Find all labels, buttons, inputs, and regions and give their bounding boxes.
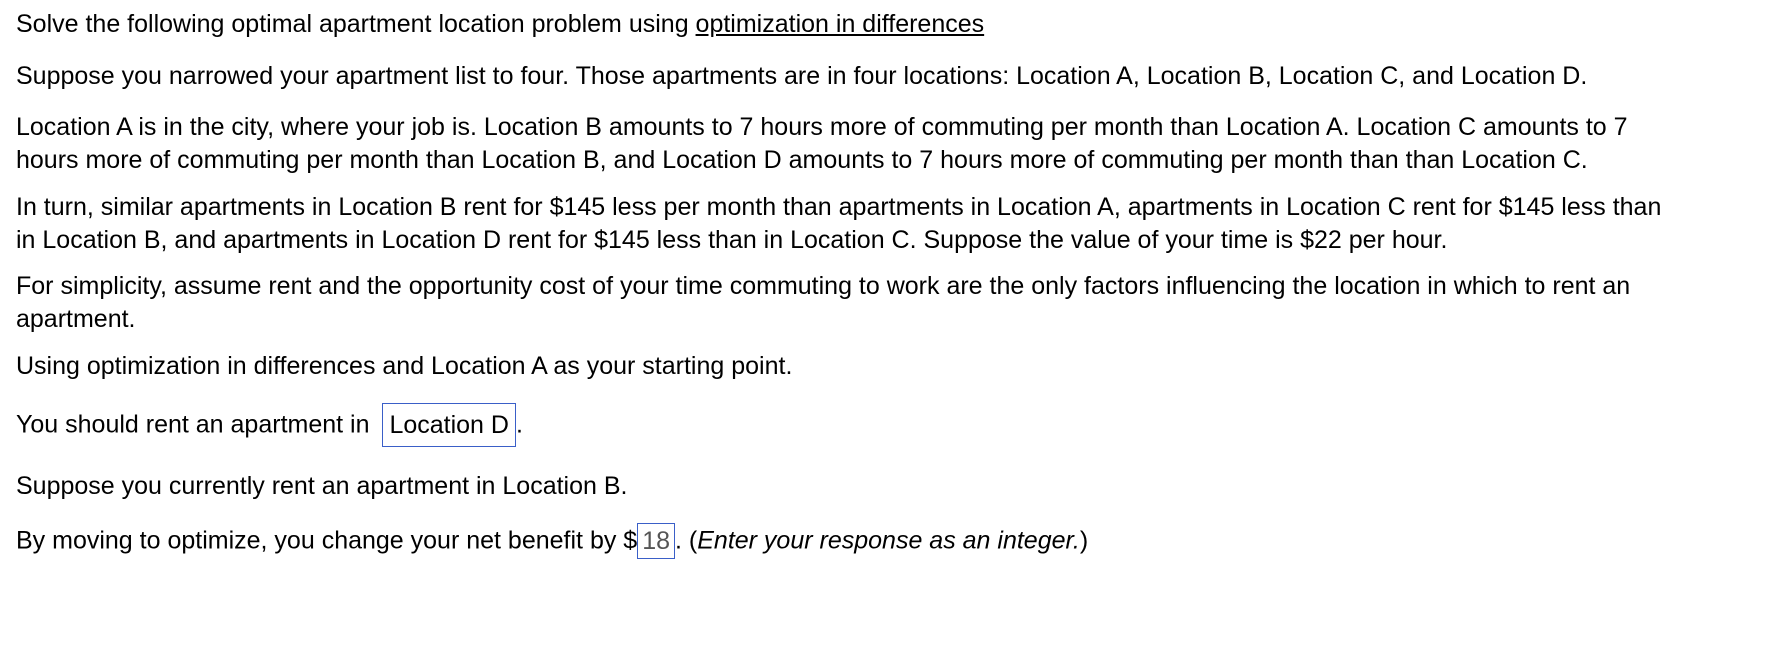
question-net-benefit-suffix-close: ) — [1079, 526, 1089, 555]
intro-text — [16, 8, 1756, 41]
question-location-suffix: . — [515, 410, 523, 439]
optimization-in-differences-link[interactable]: optimization in differences — [695, 10, 985, 38]
paragraph-commuting-line-2: hours more of commuting per month than Location B, and Location D amounts to 7 hours more of commuting per month than than Location C. — [16, 146, 1588, 174]
question-net-benefit-prefix: By moving to optimize, you change your net benefit by $ — [16, 526, 638, 555]
net-benefit-answer-field[interactable]: 18 — [637, 523, 675, 559]
paragraph-rent — [16, 191, 1756, 257]
paragraph-commuting — [16, 111, 1756, 177]
paragraph-current-location: Suppose you currently rent an apartment in Location B. — [16, 472, 628, 500]
question-location-prefix: You should rent an apartment in — [16, 410, 377, 439]
location-answer-field[interactable]: Location D — [382, 403, 516, 447]
integer-instruction: Enter your response as an integer. — [697, 526, 1080, 555]
intro-prefix: Solve the following optimal apartment location problem using — [16, 10, 696, 38]
question-net-benefit — [16, 523, 1756, 559]
paragraph-starting-point: Using optimization in differences and Location A as your starting point. — [16, 352, 793, 380]
paragraph-assumption — [16, 270, 1756, 336]
paragraph-commuting-line-1: Location A is in the city, where your job is. Location B amounts to 7 hours more of commuting per month than Location A. Location C amounts to 7 — [16, 113, 1628, 141]
paragraph-apartment-list: Suppose you narrowed your apartment list to four. Those apartments are in four locations: Location A, Location B, Location C, and Location D. — [16, 62, 1588, 90]
paragraph-rent-line-1: In turn, similar apartments in Location B rent for $145 less per month than apartments in Location A, apartments in Location C rent for $145 less than — [16, 193, 1662, 221]
question-location — [16, 403, 1756, 447]
question-net-benefit-suffix-open: . ( — [675, 526, 698, 555]
paragraph-assumption-line-1: For simplicity, assume rent and the opportunity cost of your time commuting to work are the only factors influencing the location in which to rent an — [16, 272, 1631, 300]
paragraph-rent-line-2: in Location B, and apartments in Location D rent for $145 less than in Location C. Suppose the value of your time is $22 per hour. — [16, 226, 1448, 254]
paragraph-assumption-line-2: apartment. — [16, 305, 136, 333]
